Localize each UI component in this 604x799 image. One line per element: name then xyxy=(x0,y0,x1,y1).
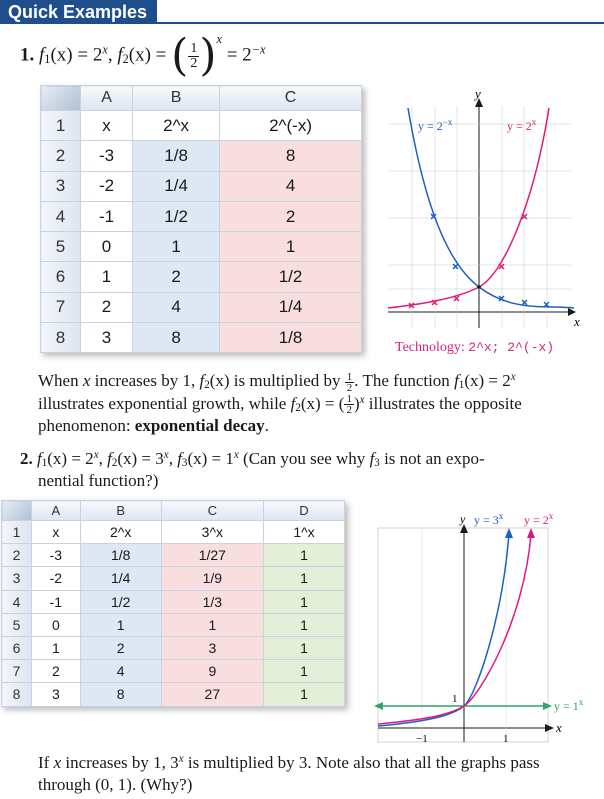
table-row xyxy=(41,262,362,292)
table-cell[interactable]: 3^x xyxy=(161,521,263,544)
one-half-fraction: $\frac{1}{2}$ xyxy=(190,40,198,71)
example2-explanation: If x increases by 1, 3$^x$ is multiplied by 3. Note also that all the graphs pass through (0, 1). (Why?) xyxy=(38,752,540,794)
table-cell[interactable]: 1 xyxy=(220,232,362,262)
table-cell[interactable]: 27 xyxy=(161,683,263,706)
table-cell[interactable]: 2^x xyxy=(133,111,220,141)
label-y-2x: $y = 2^x$ xyxy=(524,511,554,527)
table-cell[interactable]: 3 xyxy=(161,636,263,659)
column-header[interactable]: B xyxy=(80,501,161,521)
example1-formula: 1. $f_1(x) = 2^x$, $f_2(x)$ = ( $\frac{1}{2}$ )$^x = 2^{-x}$ xyxy=(20,30,266,81)
table-row xyxy=(41,232,362,262)
label-y-2-negx: $y = 2^{-x}$ xyxy=(418,117,453,133)
table-cell[interactable]: 3 xyxy=(81,323,133,353)
example2-formula-cont: nential function?) xyxy=(38,471,159,490)
data-points-blue xyxy=(431,214,549,307)
table-row xyxy=(2,544,345,567)
row-header[interactable]: 1 xyxy=(2,521,32,544)
example1-explanation: When x increases by 1, $f_2(x)$ is multiplied by $\frac{1}{2}$ . The function $f_1(x) = 2^x$ illustrates exponential growth, while $f_2(x)$ = ( $\frac{1}{2}$ )$^x$ illustrates the opposite phenomenon: exponential decay. xyxy=(38,370,522,436)
table-cell[interactable]: 1 xyxy=(264,683,345,706)
grid-lines xyxy=(388,106,572,328)
section-title: Quick Examples xyxy=(0,0,157,24)
table-cell[interactable]: -3 xyxy=(81,141,133,171)
table-row xyxy=(2,660,345,683)
table-cell[interactable]: x xyxy=(32,521,81,544)
table-cell[interactable]: 4 xyxy=(220,171,362,201)
y-axis-label: y xyxy=(475,92,481,101)
origin-tick-1: 1 xyxy=(452,693,458,705)
table-cell[interactable]: 1 xyxy=(264,544,345,567)
column-header[interactable]: B xyxy=(133,86,220,111)
table-cell[interactable]: 9 xyxy=(161,660,263,683)
table-cell[interactable]: -2 xyxy=(81,171,133,201)
table-cell[interactable]: 1 xyxy=(264,590,345,613)
row-header[interactable]: 4 xyxy=(2,590,32,613)
table-cell[interactable]: 0 xyxy=(32,613,81,636)
table-cell[interactable]: 1/8 xyxy=(133,141,220,171)
header-row xyxy=(41,86,362,111)
row-header[interactable]: 7 xyxy=(2,660,32,683)
table-cell[interactable]: 8 xyxy=(80,683,161,706)
row-header[interactable]: 7 xyxy=(41,292,81,322)
x-axis-label: x xyxy=(574,314,580,329)
table-row xyxy=(41,141,362,171)
table-cell[interactable]: 1/4 xyxy=(220,292,362,322)
label-y-1x: $y = 1^x$ xyxy=(554,697,584,713)
table-row xyxy=(2,521,345,544)
row-header[interactable]: 3 xyxy=(41,171,81,201)
table-cell[interactable]: 1 xyxy=(81,262,133,292)
table-cell[interactable]: 4 xyxy=(80,660,161,683)
graph-3x-2x-1x xyxy=(374,510,594,746)
table-cell[interactable]: 1/8 xyxy=(220,323,362,353)
table-cell[interactable]: 1 xyxy=(264,567,345,590)
table-cell[interactable]: 1/2 xyxy=(80,590,161,613)
table-cell[interactable]: 1 xyxy=(264,660,345,683)
table-row xyxy=(2,567,345,590)
label-y-2x: $y = 2^x$ xyxy=(507,117,537,133)
x-axis-arrow xyxy=(545,724,554,732)
table-cell[interactable]: 2 xyxy=(133,262,220,292)
table-cell[interactable]: x xyxy=(81,111,133,141)
table-cell[interactable]: -3 xyxy=(32,544,81,567)
table-cell[interactable]: 2 xyxy=(32,660,81,683)
curve-3x xyxy=(378,534,509,726)
grid-lines xyxy=(378,528,548,742)
table-cell[interactable]: 1/3 xyxy=(161,590,263,613)
data-points-pink xyxy=(409,214,527,308)
table-cell[interactable]: -1 xyxy=(32,590,81,613)
graph-frame xyxy=(378,528,548,742)
table-row xyxy=(41,292,362,322)
table-cell[interactable]: 1 xyxy=(264,613,345,636)
column-header[interactable]: C xyxy=(220,86,362,111)
table-cell[interactable]: 1 xyxy=(80,613,161,636)
row-header[interactable]: 5 xyxy=(2,613,32,636)
row-header[interactable]: 4 xyxy=(41,201,81,231)
table-row xyxy=(2,683,345,706)
table-cell[interactable]: 1 xyxy=(161,613,263,636)
spreadsheet-example2 xyxy=(1,500,345,707)
select-all-corner[interactable] xyxy=(2,501,32,521)
table-cell[interactable]: 2^(-x) xyxy=(220,111,362,141)
row-header[interactable]: 8 xyxy=(41,323,81,353)
table-cell[interactable]: 2 xyxy=(80,636,161,659)
table-cell[interactable]: 1^x xyxy=(264,521,345,544)
row-header[interactable]: 3 xyxy=(2,567,32,590)
table-row xyxy=(2,613,345,636)
table-cell[interactable]: -2 xyxy=(32,567,81,590)
table-cell[interactable]: 4 xyxy=(133,292,220,322)
row-header[interactable]: 2 xyxy=(41,141,81,171)
table-cell[interactable]: 8 xyxy=(220,141,362,171)
table-row xyxy=(2,590,345,613)
table-cell[interactable]: 2 xyxy=(81,292,133,322)
table-cell[interactable]: 1/2 xyxy=(220,262,362,292)
row-header[interactable]: 1 xyxy=(41,111,81,141)
table-cell[interactable]: 3 xyxy=(32,683,81,706)
table-row xyxy=(41,111,362,141)
table-row xyxy=(41,201,362,231)
table-cell[interactable]: -1 xyxy=(81,201,133,231)
table-cell[interactable]: 1/9 xyxy=(161,567,263,590)
section-header-bar xyxy=(0,0,604,24)
y-axis-label: y xyxy=(460,512,466,526)
spreadsheet-example1 xyxy=(40,85,362,353)
curve-2x-arrow xyxy=(527,528,535,538)
graph-2x-and-2-negx xyxy=(384,92,588,332)
table-cell[interactable]: 2^x xyxy=(80,521,161,544)
column-header[interactable]: A xyxy=(81,86,133,111)
table-cell[interactable]: 1 xyxy=(32,636,81,659)
technology-note: Technology: 2^x; 2^(-x) xyxy=(395,340,555,355)
tick-neg-1: −1 xyxy=(416,733,428,745)
row-header[interactable]: 8 xyxy=(2,683,32,706)
example2-formula: 2. $f_1(x) = 2^x$, $f_2(x) = 3^x$, $f_3(x) = 1^x$ (Can you see why $f_3$ is not an expo- xyxy=(20,448,485,470)
column-header[interactable]: A xyxy=(32,501,81,521)
table-cell[interactable]: 0 xyxy=(81,232,133,262)
table-row xyxy=(41,323,362,353)
table-cell[interactable]: 1/4 xyxy=(80,567,161,590)
label-y-3x: $y = 3^x$ xyxy=(474,511,504,527)
row-header[interactable]: 6 xyxy=(2,636,32,659)
intersection-point xyxy=(477,285,481,289)
table-cell[interactable]: 1 xyxy=(264,636,345,659)
table-cell[interactable]: 1/27 xyxy=(161,544,263,567)
select-all-corner[interactable] xyxy=(41,86,81,111)
column-header[interactable]: C xyxy=(161,501,263,521)
header-row xyxy=(2,501,345,521)
x-axis-label: x xyxy=(556,720,562,735)
table-cell[interactable]: 1 xyxy=(133,232,220,262)
table-cell[interactable]: 1/2 xyxy=(133,201,220,231)
table-row xyxy=(41,171,362,201)
table-cell[interactable]: 2 xyxy=(220,201,362,231)
column-header[interactable]: D xyxy=(264,501,345,521)
table-row xyxy=(2,636,345,659)
row-header[interactable]: 5 xyxy=(41,232,81,262)
table-cell[interactable]: 8 xyxy=(133,323,220,353)
line-1x-arrow-left xyxy=(374,702,383,710)
tick-pos-1: 1 xyxy=(503,733,509,745)
row-header[interactable]: 6 xyxy=(41,262,81,292)
table-cell[interactable]: 1/4 xyxy=(133,171,220,201)
table-cell[interactable]: 1/8 xyxy=(80,544,161,567)
row-header[interactable]: 2 xyxy=(2,544,32,567)
line-1x-arrow-right xyxy=(543,702,552,710)
